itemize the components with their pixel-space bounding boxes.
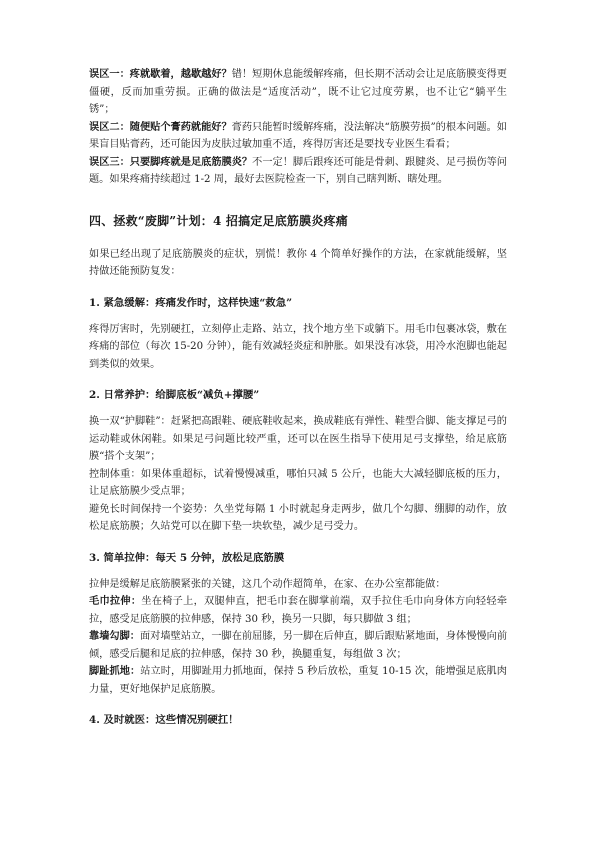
section-4-intro: 如果已经出现了足底筋膜炎的症状，别慌！教你 4 个简单好操作的方法，在家就能缓解，坚持做还能预防复发： [89,248,507,277]
myth-2 [89,119,507,154]
tip-2-item-2: 控制体重：如果体重超标，试着慢慢减重，哪怕只减 5 公斤，也能大大减轻脚底板的压力，让足底筋膜少受点罪； [89,468,507,497]
tip-3-item-2-title: 靠墙勾脚： [89,630,140,642]
tip-1-heading: 1. 紧急缓解：疼痛发作时，这样快速“救急” [89,296,293,309]
tip-3-intro: 拉伸是缓解足底筋膜紧张的关键，这几个动作超简单，在家、在办公室都能做： [89,578,446,590]
document-page [89,66,507,738]
tip-3-item-1-text: 坐在椅子上，双腿伸直，把毛巾套在脚掌前端，双手拉住毛巾向身体方向轻轻牵拉，感受足底筋膜的拉伸感，保持 30 秒，换另一只脚，每只脚做 3 组； [89,596,508,625]
tip-3-item-3-text: 站立时，用脚趾用力抓地面，保持 5 秒后放松，重复 10-15 次，能增强足底肌肉力量，更好地保护足底筋膜。 [89,666,507,695]
tip-2-item-3: 避免长时间保持一个姿势：久坐党每隔 1 小时就起身走两步，做几个勾脚、绷脚的动作，放松足底筋膜；久站党可以在脚下垫一块软垫，减少足弓受力。 [89,503,507,532]
tip-3-item-1 [89,593,507,628]
tip-3-item-1-title: 毛巾拉伸： [89,595,142,607]
myth-2-title: 误区二：随便贴个膏药就能好？ [89,120,232,133]
myth-1-text: 错！短期休息能缓解疼痛，但长期不活动会让足底筋膜变得更僵硬，反而加重劳损。正确的做法是“适度活动”，既不让它过度劳累，也不让它“躺平生锈”； [89,69,507,115]
tip-2-heading: 2. 日常养护：给脚底板“减负+撑腰” [89,389,260,401]
myth-3 [89,154,507,189]
tip-3-heading: 3. 简单拉伸：每天 5 分钟，放松足底筋膜 [89,551,285,564]
myth-1 [89,66,507,119]
myth-1-title: 误区一：疼就歇着，越歇越好？ [89,68,232,80]
tip-3-item-3-title: 脚趾抓地： [89,665,141,677]
myth-2-text: 膏药只能暂时缓解疼痛，没法解决“筋膜劳损”的根本问题。如果盲目贴膏药，还可能因为皮肤过敏加重不适，疼得厉害还是要找专业医生看看； [89,121,507,150]
tip-4-heading: 4. 及时就医：这些情况别硬扛！ [89,714,239,726]
tip-2-item-1: 换一双“护脚鞋”：赶紧把高跟鞋、硬底鞋收起来，换成鞋底有弹性、鞋型合脚、能支撑足弓的运动鞋或休闲鞋。如果足弓问题比较严重，还可以在医生指导下使用足弓支撑垫，给足底筋膜“搭个支架”； [89,416,507,462]
section-4-heading: 四、拯救“废脚”计划：4 招搞定足底筋膜炎疼痛 [89,213,348,228]
tip-3-item-2 [89,628,507,663]
tip-3-item-3 [89,663,507,698]
myth-3-title: 误区三：只要脚疼就是足底筋膜炎？ [89,155,253,168]
myth-3-text: 不一定！脚后跟疼还可能是骨刺、跟腱炎、足弓损伤等问题。如果疼痛持续超过 1-2 周，最好去医院检查一下，别自己瞎判断、瞎处理。 [89,156,507,185]
tip-3-item-2-text: 面对墙壁站立，一脚在前屈膝，另一脚在后伸直，脚后跟贴紧地面，身体慢慢向前倾，感受后腿和足底的拉伸感，保持 30 秒，换腿重复，每组做 3 次； [89,631,508,660]
tip-1-text: 疼得厉害时，先别硬扛，立刻停止走路、站立，找个地方坐下或躺下。用毛巾包裹冰袋，敷在疼痛的部位（每次 15-20 分钟），能有效减轻炎症和肿胀。如果没有冰袋，用冷水泡脚也能起到类似的效果。 [89,323,507,370]
